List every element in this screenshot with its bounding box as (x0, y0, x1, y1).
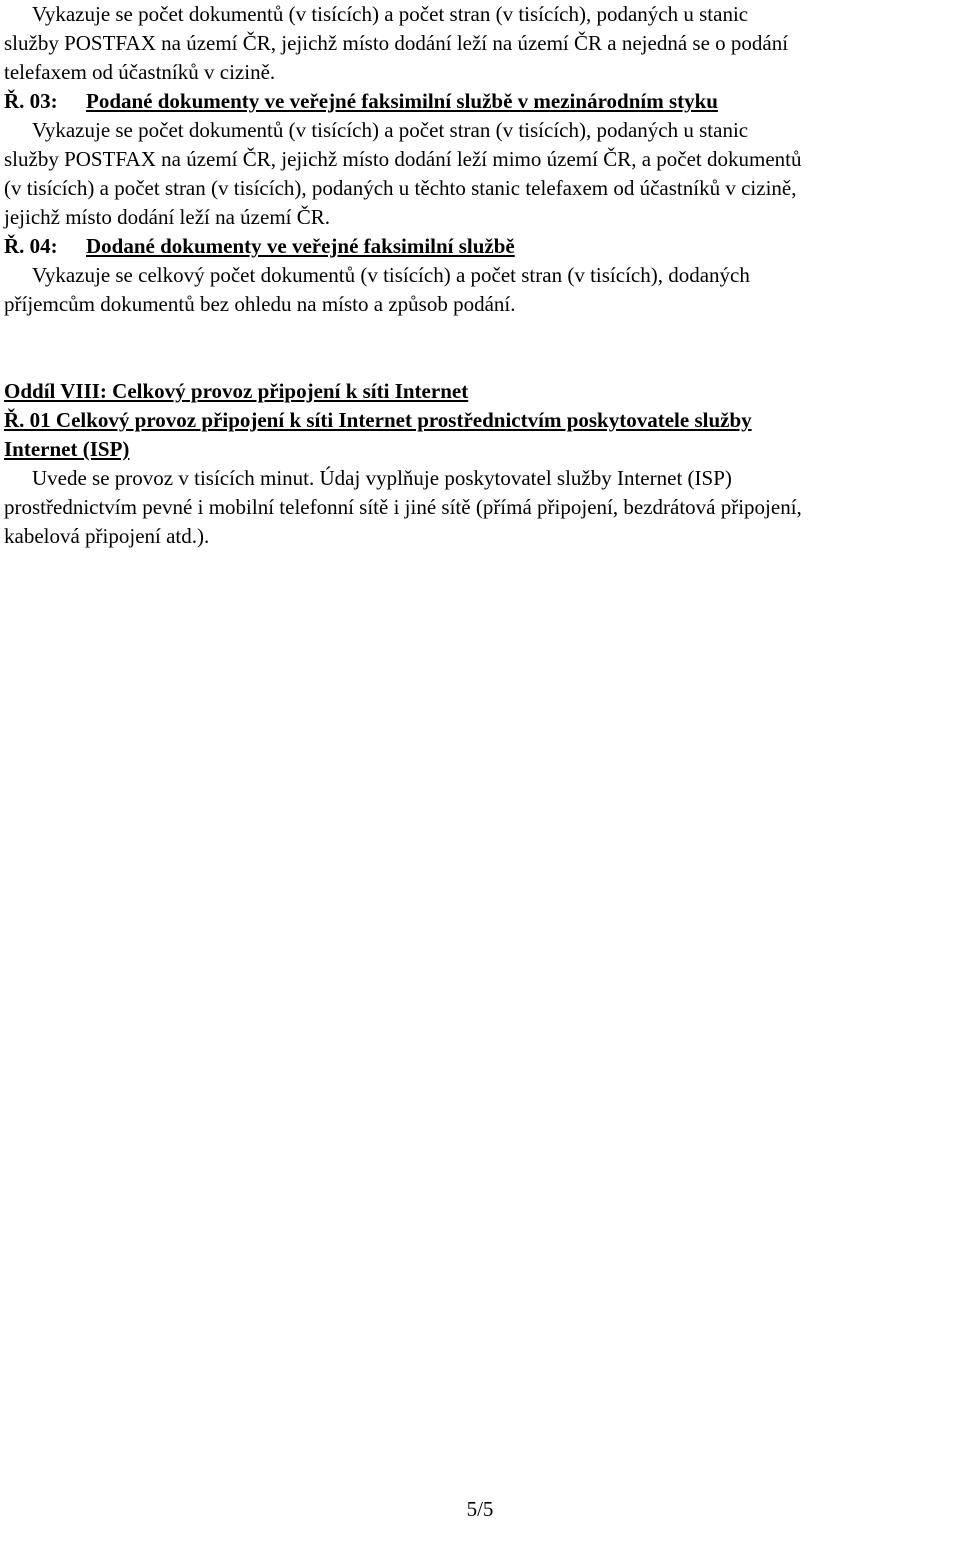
row-03-line-1: Vykazuje se počet dokumentů (v tisících) a počet stran (v tisících), podaných u stanic (32, 118, 749, 142)
row-04-code: Ř. 04: (4, 234, 58, 258)
intro-paragraph (4, 0, 956, 87)
section-8-row-01-line-1: Ř. 01 Celkový provoz připojení k síti Internet prostřednictvím poskytovatele služby (4, 408, 752, 432)
row-03-line-2: služby POSTFAX na území ČR, jejichž místo dodání leží mimo území ČR, a počet dokumentů (4, 147, 802, 171)
row-03-title: Podané dokumenty ve veřejné faksimilní službě v mezinárodním styku (86, 89, 718, 113)
row-04-line-1: Vykazuje se celkový počet dokumentů (v tisících) a počet stran (v tisících), dodaných (32, 263, 750, 287)
row-04-section (4, 232, 956, 319)
section-8-title: Oddíl VIII: Celkový provoz připojení k síti Internet (4, 379, 469, 403)
intro-line-1: Vykazuje se počet dokumentů (v tisících) a počet stran (v tisících), podaných u stanic (32, 2, 749, 26)
row-03-code: Ř. 03: (4, 89, 58, 113)
row-04-title: Dodané dokumenty ve veřejné faksimilní službě (86, 234, 515, 258)
row-03-line-3: (v tisících) a počet stran (v tisících), podaných u těchto stanic telefaxem od účastníků v cizině, (4, 176, 797, 200)
section-8-row-01-line-2: Internet (ISP) (4, 437, 130, 461)
row-04-heading (4, 232, 956, 261)
intro-line-2: služby POSTFAX na území ČR, jejichž místo dodání leží na území ČR a nejedná se o podání (4, 31, 789, 55)
section-spacer (4, 319, 956, 377)
intro-line-3: telefaxem od účastníků v cizině. (4, 60, 276, 84)
row-03-heading (4, 87, 956, 116)
row-03-line-4: jejichž místo dodání leží na území ČR. (4, 205, 331, 229)
row-03-section (4, 87, 956, 232)
section-8-line-3: kabelová připojení atd.). (4, 524, 210, 548)
row-04-line-2: příjemcům dokumentů bez ohledu na místo a způsob podání. (4, 292, 516, 316)
page-number: 5/5 (466, 1497, 494, 1521)
section-8-line-1: Uvede se provoz v tisících minut. Údaj vyplňuje poskytovatel služby Internet (ISP) (32, 466, 732, 490)
section-8-line-2: prostřednictvím pevné i mobilní telefonní sítě i jiné sítě (přímá připojení, bezdrátová připojení, (4, 495, 802, 519)
document-page (4, 0, 956, 551)
section-8 (4, 377, 956, 551)
